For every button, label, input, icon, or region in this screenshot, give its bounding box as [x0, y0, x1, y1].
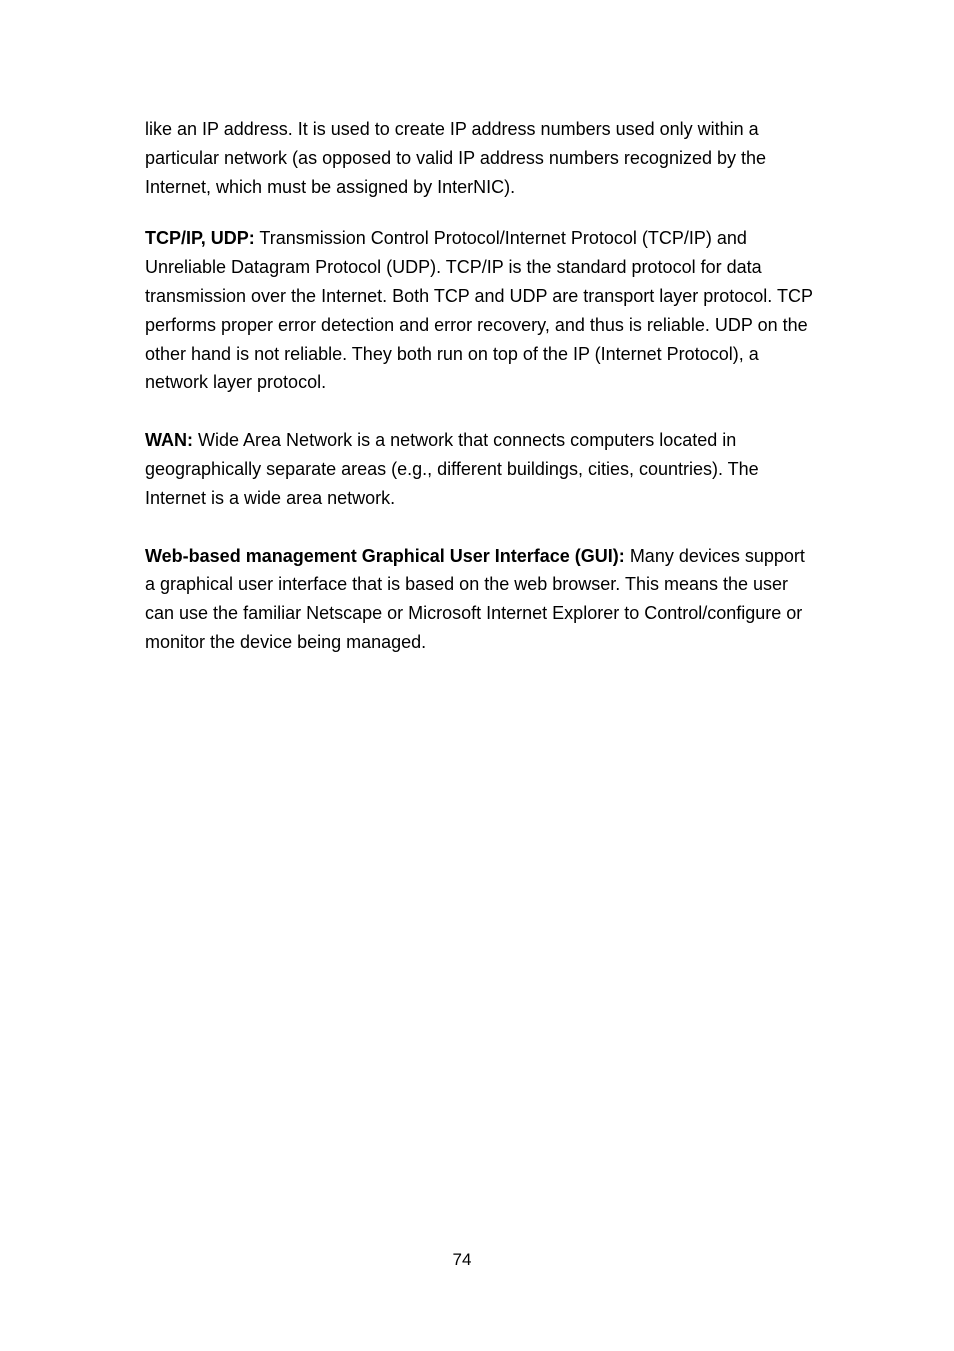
term-tcpip-udp: TCP/IP, UDP:: [145, 228, 255, 249]
paragraph-ip-address-continuation: [145, 115, 817, 201]
term-wan: WAN:: [145, 430, 193, 451]
paragraph-wan: [145, 426, 817, 512]
term-web-gui: Web-based management Graphical User Interface (GUI):: [145, 545, 625, 566]
page-body: [145, 115, 817, 657]
paragraph-text: like an IP address. It is used to create IP address numbers used only within a particular network (as opposed to valid IP address numbers recognized by the Internet, which must be assigned by InterNIC).: [145, 119, 767, 197]
paragraph-tcpip-udp: [145, 224, 817, 397]
page-number: 74: [452, 1250, 472, 1269]
definition-web-gui: Many devices support a graphical user interface that is based on the web browser. This means the user can use the familiar Netscape or Microsoft Internet Explorer to Control/configure or monitor the device being managed.: [145, 545, 805, 652]
definition-tcpip-udp: Transmission Control Protocol/Internet Protocol (TCP/IP) and Unreliable Datagram Protocol (UDP). TCP/IP is the standard protocol for data transmission over the Internet. Both TCP and UDP are transport layer protocol. TCP performs proper error detection and error recovery, and thus is reliable. UDP on the other hand is not reliable. They both run on top of the IP (Internet Protocol), a network layer protocol.: [145, 228, 813, 393]
paragraph-web-gui: [145, 542, 817, 657]
definition-wan: Wide Area Network is a network that connects computers located in geographically separate areas (e.g., different buildings, cities, countries). The Internet is a wide area network.: [145, 430, 759, 508]
